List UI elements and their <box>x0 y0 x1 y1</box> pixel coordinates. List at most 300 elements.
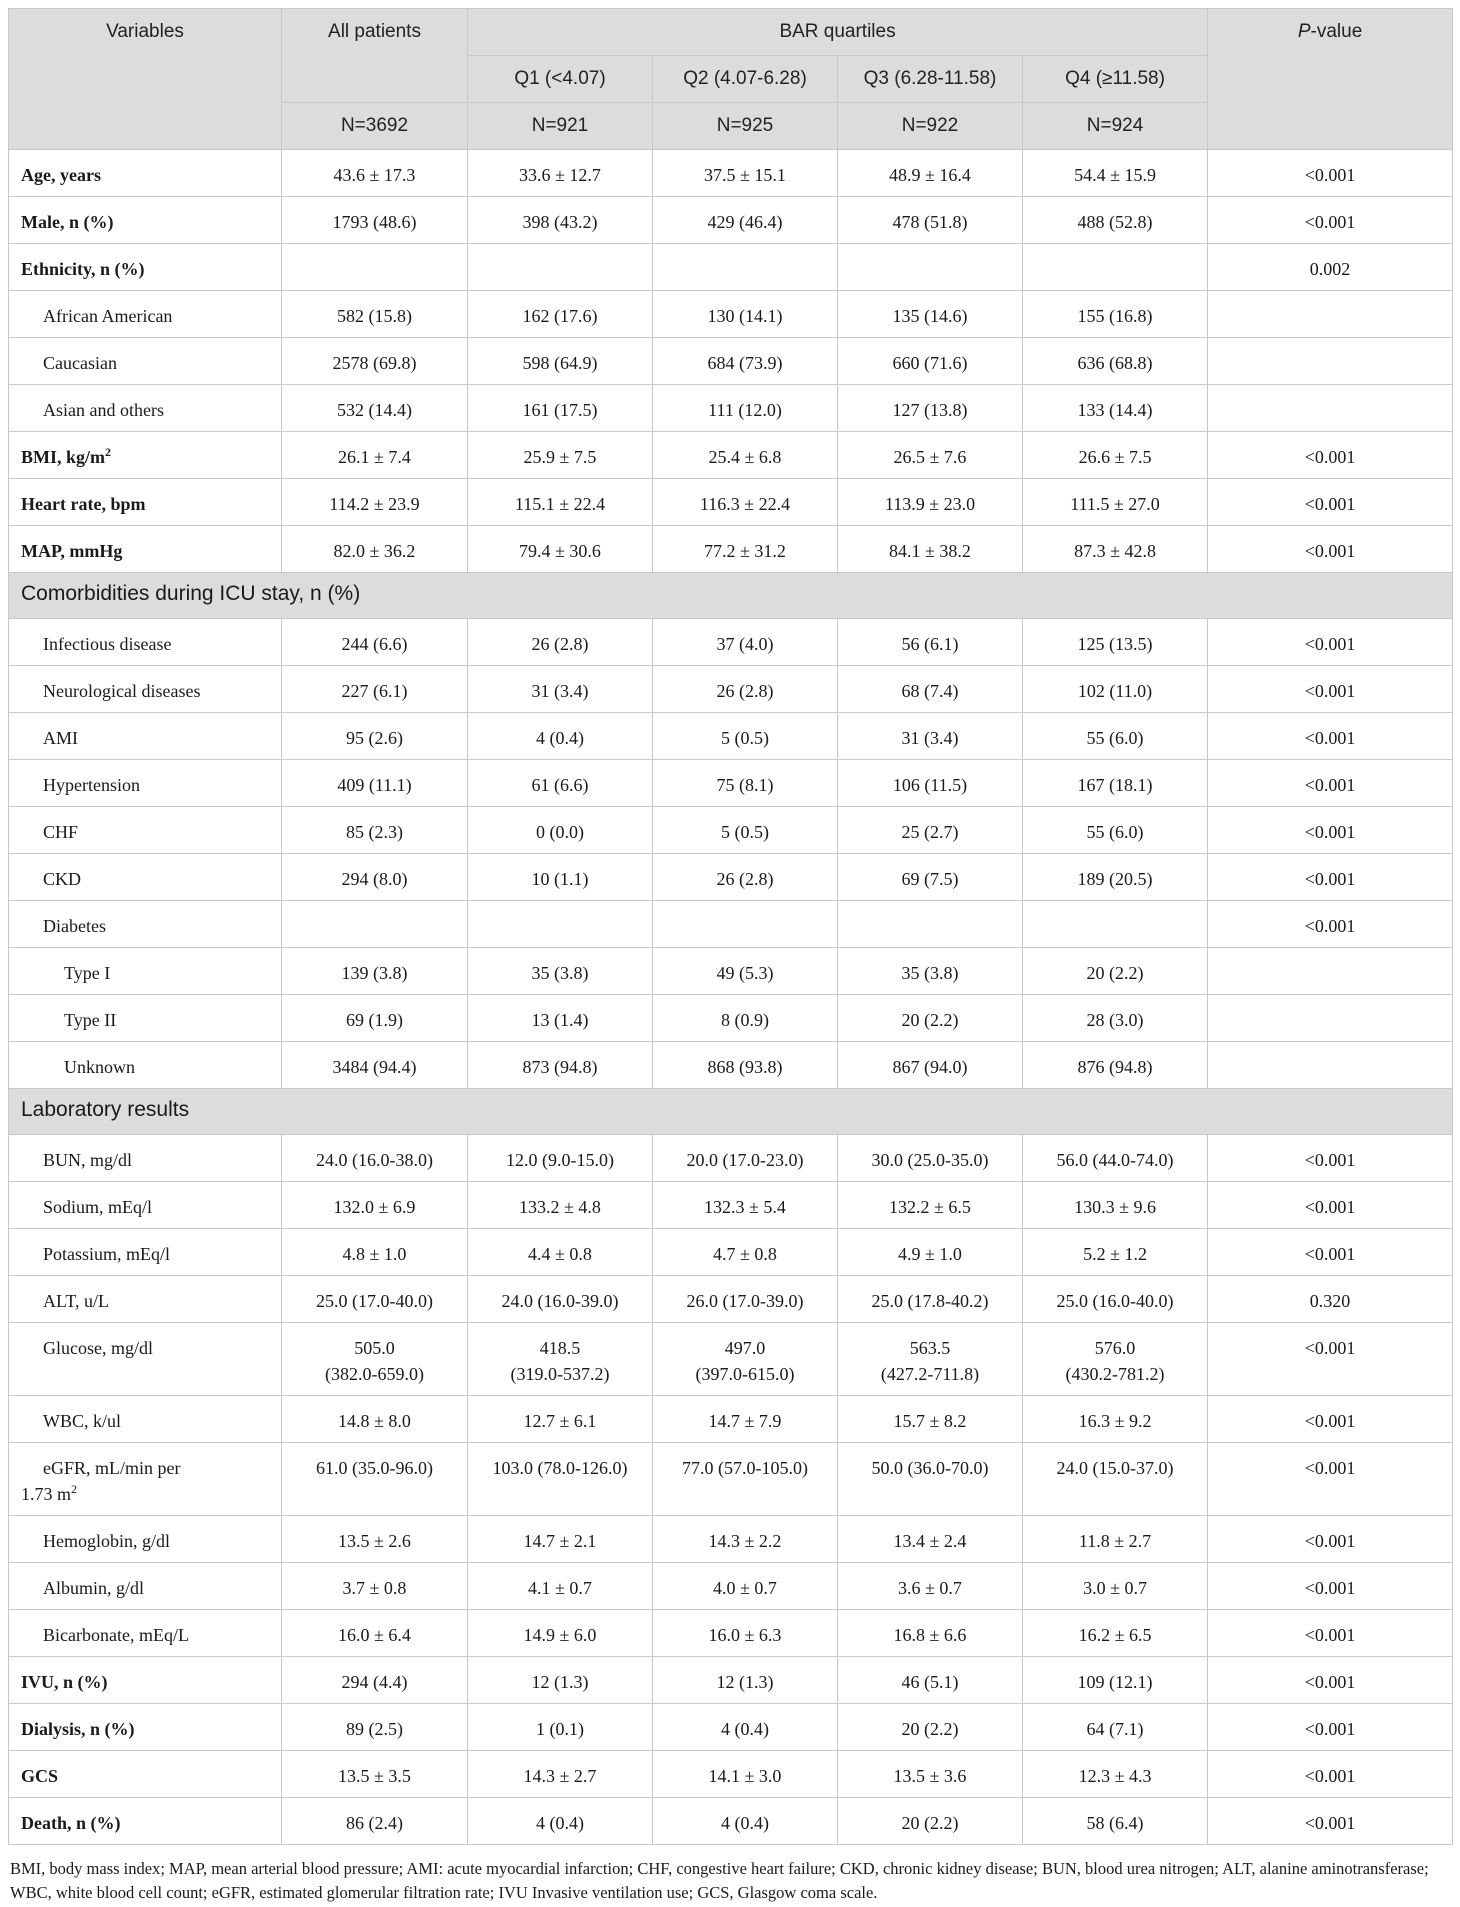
cell-q1: 4 (0.4) <box>468 1798 653 1845</box>
cell-q3: 20 (2.2) <box>838 995 1023 1042</box>
cell-q3 <box>838 1323 1023 1396</box>
cell-q4: 16.3 ± 9.2 <box>1023 1396 1208 1443</box>
cell-pvalue: <0.001 <box>1208 1135 1453 1182</box>
cell-q1: 10 (1.1) <box>468 854 653 901</box>
cell-q2: 14.3 ± 2.2 <box>653 1516 838 1563</box>
cell-pvalue: 0.002 <box>1208 244 1453 291</box>
cell-pvalue: <0.001 <box>1208 1229 1453 1276</box>
table-row-age <box>9 150 1453 197</box>
cell-q4: 3.0 ± 0.7 <box>1023 1563 1208 1610</box>
row-label: WBC, k/ul <box>9 1396 282 1443</box>
cell-q4: 54.4 ± 15.9 <box>1023 150 1208 197</box>
row-label: Potassium, mEq/l <box>9 1229 282 1276</box>
cell-line-1: 505.0 <box>354 1338 395 1358</box>
header-n-all: N=3692 <box>282 103 468 150</box>
cell-q4: 25.0 (16.0-40.0) <box>1023 1276 1208 1323</box>
cell-q4: 55 (6.0) <box>1023 807 1208 854</box>
cell-q1: 61 (6.6) <box>468 760 653 807</box>
cell-q1: 598 (64.9) <box>468 338 653 385</box>
cell-q3: 127 (13.8) <box>838 385 1023 432</box>
row-label <box>9 1443 282 1516</box>
row-label: Asian and others <box>9 385 282 432</box>
cell-q2: 14.7 ± 7.9 <box>653 1396 838 1443</box>
cell-q3: 25.0 (17.8-40.2) <box>838 1276 1023 1323</box>
cell-q1: 133.2 ± 4.8 <box>468 1182 653 1229</box>
table-row-ami <box>9 713 1453 760</box>
cell-pvalue: <0.001 <box>1208 1563 1453 1610</box>
cell-q1: 79.4 ± 30.6 <box>468 526 653 573</box>
cell-q1: 873 (94.8) <box>468 1042 653 1089</box>
cell-q3: 46 (5.1) <box>838 1657 1023 1704</box>
cell-q4: 155 (16.8) <box>1023 291 1208 338</box>
table-row-ethnicity <box>9 244 1453 291</box>
cell-q1: 1 (0.1) <box>468 1704 653 1751</box>
row-label: ALT, u/L <box>9 1276 282 1323</box>
row-label-line-2 <box>21 1481 281 1507</box>
cell-line-1: 576.0 <box>1094 1338 1136 1358</box>
cell-q1: 398 (43.2) <box>468 197 653 244</box>
table-row-unknown <box>9 1042 1453 1089</box>
cell-q3: 20 (2.2) <box>838 1798 1023 1845</box>
table-row-hypertension <box>9 760 1453 807</box>
table-footnote: BMI, body mass index; MAP, mean arterial blood pressure; AMI: acute myocardial infarction; CHF, congestive heart failure; CKD, chronic kidney disease; BUN, blood urea nitrogen; ALT, alanine aminotransferase; WBC, white blood cell count; eGFR, estimated glomerular filtration rate; IVU Invasive ventilation use; GCS, Glasgow coma scale. <box>10 1859 1429 1902</box>
cell-pvalue <box>1208 385 1453 432</box>
row-label: Age, years <box>9 150 282 197</box>
row-label-line-2-text: 1.73 m <box>21 1484 72 1504</box>
cell-all: 95 (2.6) <box>282 713 468 760</box>
cell-line-1: 563.5 <box>909 1338 951 1358</box>
row-label: Diabetes <box>9 901 282 948</box>
cell-q2: 132.3 ± 5.4 <box>653 1182 838 1229</box>
cell-q3: 106 (11.5) <box>838 760 1023 807</box>
header-pvalue <box>1208 9 1453 150</box>
cell-q1: 12.0 (9.0-15.0) <box>468 1135 653 1182</box>
cell-all: 61.0 (35.0-96.0) <box>282 1443 468 1516</box>
cell-q3: 20 (2.2) <box>838 1704 1023 1751</box>
cell-all: 69 (1.9) <box>282 995 468 1042</box>
cell-all: 89 (2.5) <box>282 1704 468 1751</box>
cell-q4: 26.6 ± 7.5 <box>1023 432 1208 479</box>
cell-q3 <box>838 901 1023 948</box>
cell-q1: 25.9 ± 7.5 <box>468 432 653 479</box>
cell-q4: 189 (20.5) <box>1023 854 1208 901</box>
cell-q3 <box>838 244 1023 291</box>
cell-all: 532 (14.4) <box>282 385 468 432</box>
section-laboratory <box>9 1089 1453 1135</box>
table-row-alt <box>9 1276 1453 1323</box>
cell-q3: 867 (94.0) <box>838 1042 1023 1089</box>
cell-all: 294 (4.4) <box>282 1657 468 1704</box>
cell-q4: 28 (3.0) <box>1023 995 1208 1042</box>
row-label: CHF <box>9 807 282 854</box>
cell-q4: 12.3 ± 4.3 <box>1023 1751 1208 1798</box>
cell-q4: 55 (6.0) <box>1023 713 1208 760</box>
cell-q3: 478 (51.8) <box>838 197 1023 244</box>
table-row-african-american <box>9 291 1453 338</box>
row-label: AMI <box>9 713 282 760</box>
cell-all: 2578 (69.8) <box>282 338 468 385</box>
cell-q2: 26.0 (17.0-39.0) <box>653 1276 838 1323</box>
cell-q2: 12 (1.3) <box>653 1657 838 1704</box>
table-row-bmi <box>9 432 1453 479</box>
table-row-map <box>9 526 1453 573</box>
cell-q4 <box>1023 1323 1208 1396</box>
cell-q2: 77.2 ± 31.2 <box>653 526 838 573</box>
cell-all: 244 (6.6) <box>282 619 468 666</box>
cell-all: 82.0 ± 36.2 <box>282 526 468 573</box>
cell-pvalue: <0.001 <box>1208 666 1453 713</box>
cell-pvalue: <0.001 <box>1208 1751 1453 1798</box>
cell-q3: 16.8 ± 6.6 <box>838 1610 1023 1657</box>
row-label: Heart rate, bpm <box>9 479 282 526</box>
table-row-type-ii <box>9 995 1453 1042</box>
cell-q2: 116.3 ± 22.4 <box>653 479 838 526</box>
cell-q1 <box>468 1323 653 1396</box>
cell-q4: 130.3 ± 9.6 <box>1023 1182 1208 1229</box>
cell-all <box>282 901 468 948</box>
cell-pvalue <box>1208 995 1453 1042</box>
cell-line-2: (382.0-659.0) <box>325 1364 424 1384</box>
row-label: Albumin, g/dl <box>9 1563 282 1610</box>
table-row-bun <box>9 1135 1453 1182</box>
cell-q2: 4 (0.4) <box>653 1798 838 1845</box>
cell-q1: 35 (3.8) <box>468 948 653 995</box>
cell-q3: 13.4 ± 2.4 <box>838 1516 1023 1563</box>
cell-all: 86 (2.4) <box>282 1798 468 1845</box>
header-n-q2: N=925 <box>653 103 838 150</box>
cell-all: 132.0 ± 6.9 <box>282 1182 468 1229</box>
table-header <box>9 9 1453 150</box>
cell-q4: 109 (12.1) <box>1023 1657 1208 1704</box>
header-all-patients: All patients <box>282 9 468 103</box>
row-label: Ethnicity, n (%) <box>9 244 282 291</box>
row-label: Dialysis, n (%) <box>9 1704 282 1751</box>
row-label-line-1: eGFR, mL/min per <box>43 1458 181 1478</box>
cell-q1: 162 (17.6) <box>468 291 653 338</box>
cell-q4: 20 (2.2) <box>1023 948 1208 995</box>
cell-q2 <box>653 244 838 291</box>
cell-q4: 133 (14.4) <box>1023 385 1208 432</box>
row-label-sup: 2 <box>71 1482 78 1496</box>
row-label: Bicarbonate, mEq/L <box>9 1610 282 1657</box>
cell-pvalue <box>1208 338 1453 385</box>
cell-q3: 4.9 ± 1.0 <box>838 1229 1023 1276</box>
row-label: BUN, mg/dl <box>9 1135 282 1182</box>
cell-q3: 50.0 (36.0-70.0) <box>838 1443 1023 1516</box>
cell-q2: 75 (8.1) <box>653 760 838 807</box>
cell-q1: 26 (2.8) <box>468 619 653 666</box>
cell-all: 24.0 (16.0-38.0) <box>282 1135 468 1182</box>
cell-q2: 684 (73.9) <box>653 338 838 385</box>
cell-q2: 111 (12.0) <box>653 385 838 432</box>
cell-q3: 35 (3.8) <box>838 948 1023 995</box>
cell-all: 85 (2.3) <box>282 807 468 854</box>
cell-all: 139 (3.8) <box>282 948 468 995</box>
header-q2: Q2 (4.07-6.28) <box>653 56 838 103</box>
table-container <box>8 8 1452 1905</box>
cell-all: 3484 (94.4) <box>282 1042 468 1089</box>
cell-q3: 25 (2.7) <box>838 807 1023 854</box>
cell-q2: 77.0 (57.0-105.0) <box>653 1443 838 1516</box>
cell-q3: 660 (71.6) <box>838 338 1023 385</box>
cell-q3: 135 (14.6) <box>838 291 1023 338</box>
section-comorbidities <box>9 573 1453 619</box>
cell-q4: 636 (68.8) <box>1023 338 1208 385</box>
cell-all: 114.2 ± 23.9 <box>282 479 468 526</box>
cell-line-2: (430.2-781.2) <box>1065 1364 1165 1384</box>
cell-pvalue: <0.001 <box>1208 1443 1453 1516</box>
cell-line-2: (319.0-537.2) <box>510 1364 610 1384</box>
header-q3: Q3 (6.28-11.58) <box>838 56 1023 103</box>
cell-q3: 48.9 ± 16.4 <box>838 150 1023 197</box>
row-label: Glucose, mg/dl <box>9 1323 282 1396</box>
cell-q1: 115.1 ± 22.4 <box>468 479 653 526</box>
cell-line-1: 497.0 <box>724 1338 766 1358</box>
table-row-sodium <box>9 1182 1453 1229</box>
cell-q2: 16.0 ± 6.3 <box>653 1610 838 1657</box>
cell-q1: 4.4 ± 0.8 <box>468 1229 653 1276</box>
table-row-dialysis <box>9 1704 1453 1751</box>
cell-q3: 69 (7.5) <box>838 854 1023 901</box>
table-row-glucose <box>9 1323 1453 1396</box>
row-label: CKD <box>9 854 282 901</box>
cell-all: 16.0 ± 6.4 <box>282 1610 468 1657</box>
table-row-chf <box>9 807 1453 854</box>
cell-q1 <box>468 244 653 291</box>
cell-q4: 876 (94.8) <box>1023 1042 1208 1089</box>
cell-q2: 49 (5.3) <box>653 948 838 995</box>
cell-all: 25.0 (17.0-40.0) <box>282 1276 468 1323</box>
cell-q2: 868 (93.8) <box>653 1042 838 1089</box>
cell-all <box>282 244 468 291</box>
cell-all: 13.5 ± 2.6 <box>282 1516 468 1563</box>
cell-pvalue: <0.001 <box>1208 807 1453 854</box>
cell-q1: 13 (1.4) <box>468 995 653 1042</box>
row-label-sup: 2 <box>105 445 112 459</box>
cell-all: 409 (11.1) <box>282 760 468 807</box>
cell-q2 <box>653 1323 838 1396</box>
table-row-potassium <box>9 1229 1453 1276</box>
cell-q3: 31 (3.4) <box>838 713 1023 760</box>
cell-q3: 84.1 ± 38.2 <box>838 526 1023 573</box>
section-title: Comorbidities during ICU stay, n (%) <box>9 573 1453 619</box>
cell-pvalue <box>1208 291 1453 338</box>
cell-q1: 12 (1.3) <box>468 1657 653 1704</box>
table-row-caucasian <box>9 338 1453 385</box>
header-n-q4: N=924 <box>1023 103 1208 150</box>
cell-all: 4.8 ± 1.0 <box>282 1229 468 1276</box>
cell-pvalue: <0.001 <box>1208 1610 1453 1657</box>
header-q4: Q4 (≥11.58) <box>1023 56 1208 103</box>
cell-q3: 113.9 ± 23.0 <box>838 479 1023 526</box>
table-row-asian-others <box>9 385 1453 432</box>
cell-q3: 3.6 ± 0.7 <box>838 1563 1023 1610</box>
table-row-ckd <box>9 854 1453 901</box>
header-n-q3: N=922 <box>838 103 1023 150</box>
row-label: Death, n (%) <box>9 1798 282 1845</box>
table-row-albumin <box>9 1563 1453 1610</box>
cell-q2: 5 (0.5) <box>653 807 838 854</box>
cell-q3: 68 (7.4) <box>838 666 1023 713</box>
cell-q2: 8 (0.9) <box>653 995 838 1042</box>
header-bar-quartiles: BAR quartiles <box>468 9 1208 56</box>
row-label: Hypertension <box>9 760 282 807</box>
table-row-heart-rate <box>9 479 1453 526</box>
row-label: Caucasian <box>9 338 282 385</box>
cell-pvalue: <0.001 <box>1208 526 1453 573</box>
row-label: Type I <box>9 948 282 995</box>
cell-q2: 20.0 (17.0-23.0) <box>653 1135 838 1182</box>
section-title: Laboratory results <box>9 1089 1453 1135</box>
cell-q4: 167 (18.1) <box>1023 760 1208 807</box>
cell-q4: 16.2 ± 6.5 <box>1023 1610 1208 1657</box>
cell-q1: 14.7 ± 2.1 <box>468 1516 653 1563</box>
cell-q1: 4 (0.4) <box>468 713 653 760</box>
cell-q4 <box>1023 244 1208 291</box>
cell-q4: 24.0 (15.0-37.0) <box>1023 1443 1208 1516</box>
cell-pvalue <box>1208 1042 1453 1089</box>
cell-pvalue: <0.001 <box>1208 1323 1453 1396</box>
table-row-male <box>9 197 1453 244</box>
cell-q3: 13.5 ± 3.6 <box>838 1751 1023 1798</box>
row-label: Unknown <box>9 1042 282 1089</box>
header-variables: Variables <box>9 9 282 150</box>
cell-q2: 429 (46.4) <box>653 197 838 244</box>
row-label: Sodium, mEq/l <box>9 1182 282 1229</box>
cell-q2: 130 (14.1) <box>653 291 838 338</box>
row-label-text: BMI, kg/m <box>21 447 106 467</box>
cell-all: 14.8 ± 8.0 <box>282 1396 468 1443</box>
cell-q3: 30.0 (25.0-35.0) <box>838 1135 1023 1182</box>
cell-pvalue: <0.001 <box>1208 901 1453 948</box>
cell-pvalue: <0.001 <box>1208 1516 1453 1563</box>
row-label: GCS <box>9 1751 282 1798</box>
cell-q1: 33.6 ± 12.7 <box>468 150 653 197</box>
cell-pvalue: <0.001 <box>1208 432 1453 479</box>
cell-q4: 11.8 ± 2.7 <box>1023 1516 1208 1563</box>
cell-q1: 14.3 ± 2.7 <box>468 1751 653 1798</box>
cell-q4: 111.5 ± 27.0 <box>1023 479 1208 526</box>
cell-q3: 15.7 ± 8.2 <box>838 1396 1023 1443</box>
cell-pvalue: <0.001 <box>1208 197 1453 244</box>
cell-q2: 14.1 ± 3.0 <box>653 1751 838 1798</box>
cell-pvalue: <0.001 <box>1208 854 1453 901</box>
row-label: Type II <box>9 995 282 1042</box>
cell-q2: 26 (2.8) <box>653 854 838 901</box>
cell-all: 3.7 ± 0.8 <box>282 1563 468 1610</box>
cell-pvalue <box>1208 948 1453 995</box>
cell-q1 <box>468 901 653 948</box>
cell-pvalue: <0.001 <box>1208 1798 1453 1845</box>
cell-all <box>282 1323 468 1396</box>
cell-q3: 56 (6.1) <box>838 619 1023 666</box>
row-label: African American <box>9 291 282 338</box>
cell-pvalue: <0.001 <box>1208 713 1453 760</box>
table-row-ivu <box>9 1657 1453 1704</box>
cell-q1: 14.9 ± 6.0 <box>468 1610 653 1657</box>
cell-line-2: (397.0-615.0) <box>695 1364 795 1384</box>
cell-q2: 26 (2.8) <box>653 666 838 713</box>
header-pvalue-rest: -value <box>1310 21 1363 42</box>
row-label: MAP, mmHg <box>9 526 282 573</box>
cell-q4: 125 (13.5) <box>1023 619 1208 666</box>
table-row-bicarbonate <box>9 1610 1453 1657</box>
cell-q1: 103.0 (78.0-126.0) <box>468 1443 653 1516</box>
row-label: Male, n (%) <box>9 197 282 244</box>
cell-q2: 4.7 ± 0.8 <box>653 1229 838 1276</box>
table-row-type-i <box>9 948 1453 995</box>
cell-q1: 4.1 ± 0.7 <box>468 1563 653 1610</box>
cell-pvalue: <0.001 <box>1208 1657 1453 1704</box>
cell-q4: 58 (6.4) <box>1023 1798 1208 1845</box>
cell-pvalue: <0.001 <box>1208 1396 1453 1443</box>
cell-q4 <box>1023 901 1208 948</box>
cell-all: 227 (6.1) <box>282 666 468 713</box>
cell-q4: 87.3 ± 42.8 <box>1023 526 1208 573</box>
cell-line-1: 418.5 <box>539 1338 581 1358</box>
cell-pvalue: <0.001 <box>1208 619 1453 666</box>
cell-q4: 64 (7.1) <box>1023 1704 1208 1751</box>
cell-pvalue: <0.001 <box>1208 1704 1453 1751</box>
row-label: Infectious disease <box>9 619 282 666</box>
table-row-neurological <box>9 666 1453 713</box>
cell-q2: 5 (0.5) <box>653 713 838 760</box>
row-label <box>9 432 282 479</box>
cell-pvalue: <0.001 <box>1208 479 1453 526</box>
cell-q1: 31 (3.4) <box>468 666 653 713</box>
cell-q1: 0 (0.0) <box>468 807 653 854</box>
cell-all: 294 (8.0) <box>282 854 468 901</box>
row-label: Hemoglobin, g/dl <box>9 1516 282 1563</box>
cell-pvalue: <0.001 <box>1208 1182 1453 1229</box>
row-label: Neurological diseases <box>9 666 282 713</box>
cell-all: 582 (15.8) <box>282 291 468 338</box>
cell-all: 43.6 ± 17.3 <box>282 150 468 197</box>
cell-q1: 12.7 ± 6.1 <box>468 1396 653 1443</box>
cell-q1: 161 (17.5) <box>468 385 653 432</box>
cell-q4: 488 (52.8) <box>1023 197 1208 244</box>
cell-q2: 4 (0.4) <box>653 1704 838 1751</box>
baseline-characteristics-table <box>8 8 1453 1845</box>
cell-all: 26.1 ± 7.4 <box>282 432 468 479</box>
cell-q2: 37.5 ± 15.1 <box>653 150 838 197</box>
table-body <box>9 150 1453 1845</box>
cell-pvalue: <0.001 <box>1208 760 1453 807</box>
header-n-q1: N=921 <box>468 103 653 150</box>
cell-line-2: (427.2-711.8) <box>880 1364 980 1384</box>
cell-all: 1793 (48.6) <box>282 197 468 244</box>
cell-q1: 24.0 (16.0-39.0) <box>468 1276 653 1323</box>
cell-q3: 26.5 ± 7.6 <box>838 432 1023 479</box>
table-row-gcs <box>9 1751 1453 1798</box>
cell-pvalue: <0.001 <box>1208 150 1453 197</box>
table-row-wbc <box>9 1396 1453 1443</box>
cell-pvalue: 0.320 <box>1208 1276 1453 1323</box>
table-row-infectious <box>9 619 1453 666</box>
cell-q3: 132.2 ± 6.5 <box>838 1182 1023 1229</box>
row-label: IVU, n (%) <box>9 1657 282 1704</box>
header-pvalue-italic: P <box>1297 21 1311 42</box>
cell-q2 <box>653 901 838 948</box>
cell-q2: 4.0 ± 0.7 <box>653 1563 838 1610</box>
header-q1: Q1 (<4.07) <box>468 56 653 103</box>
cell-q4: 56.0 (44.0-74.0) <box>1023 1135 1208 1182</box>
cell-q2: 25.4 ± 6.8 <box>653 432 838 479</box>
table-row-diabetes <box>9 901 1453 948</box>
cell-q4: 5.2 ± 1.2 <box>1023 1229 1208 1276</box>
table-row-egfr <box>9 1443 1453 1516</box>
cell-all: 13.5 ± 3.5 <box>282 1751 468 1798</box>
